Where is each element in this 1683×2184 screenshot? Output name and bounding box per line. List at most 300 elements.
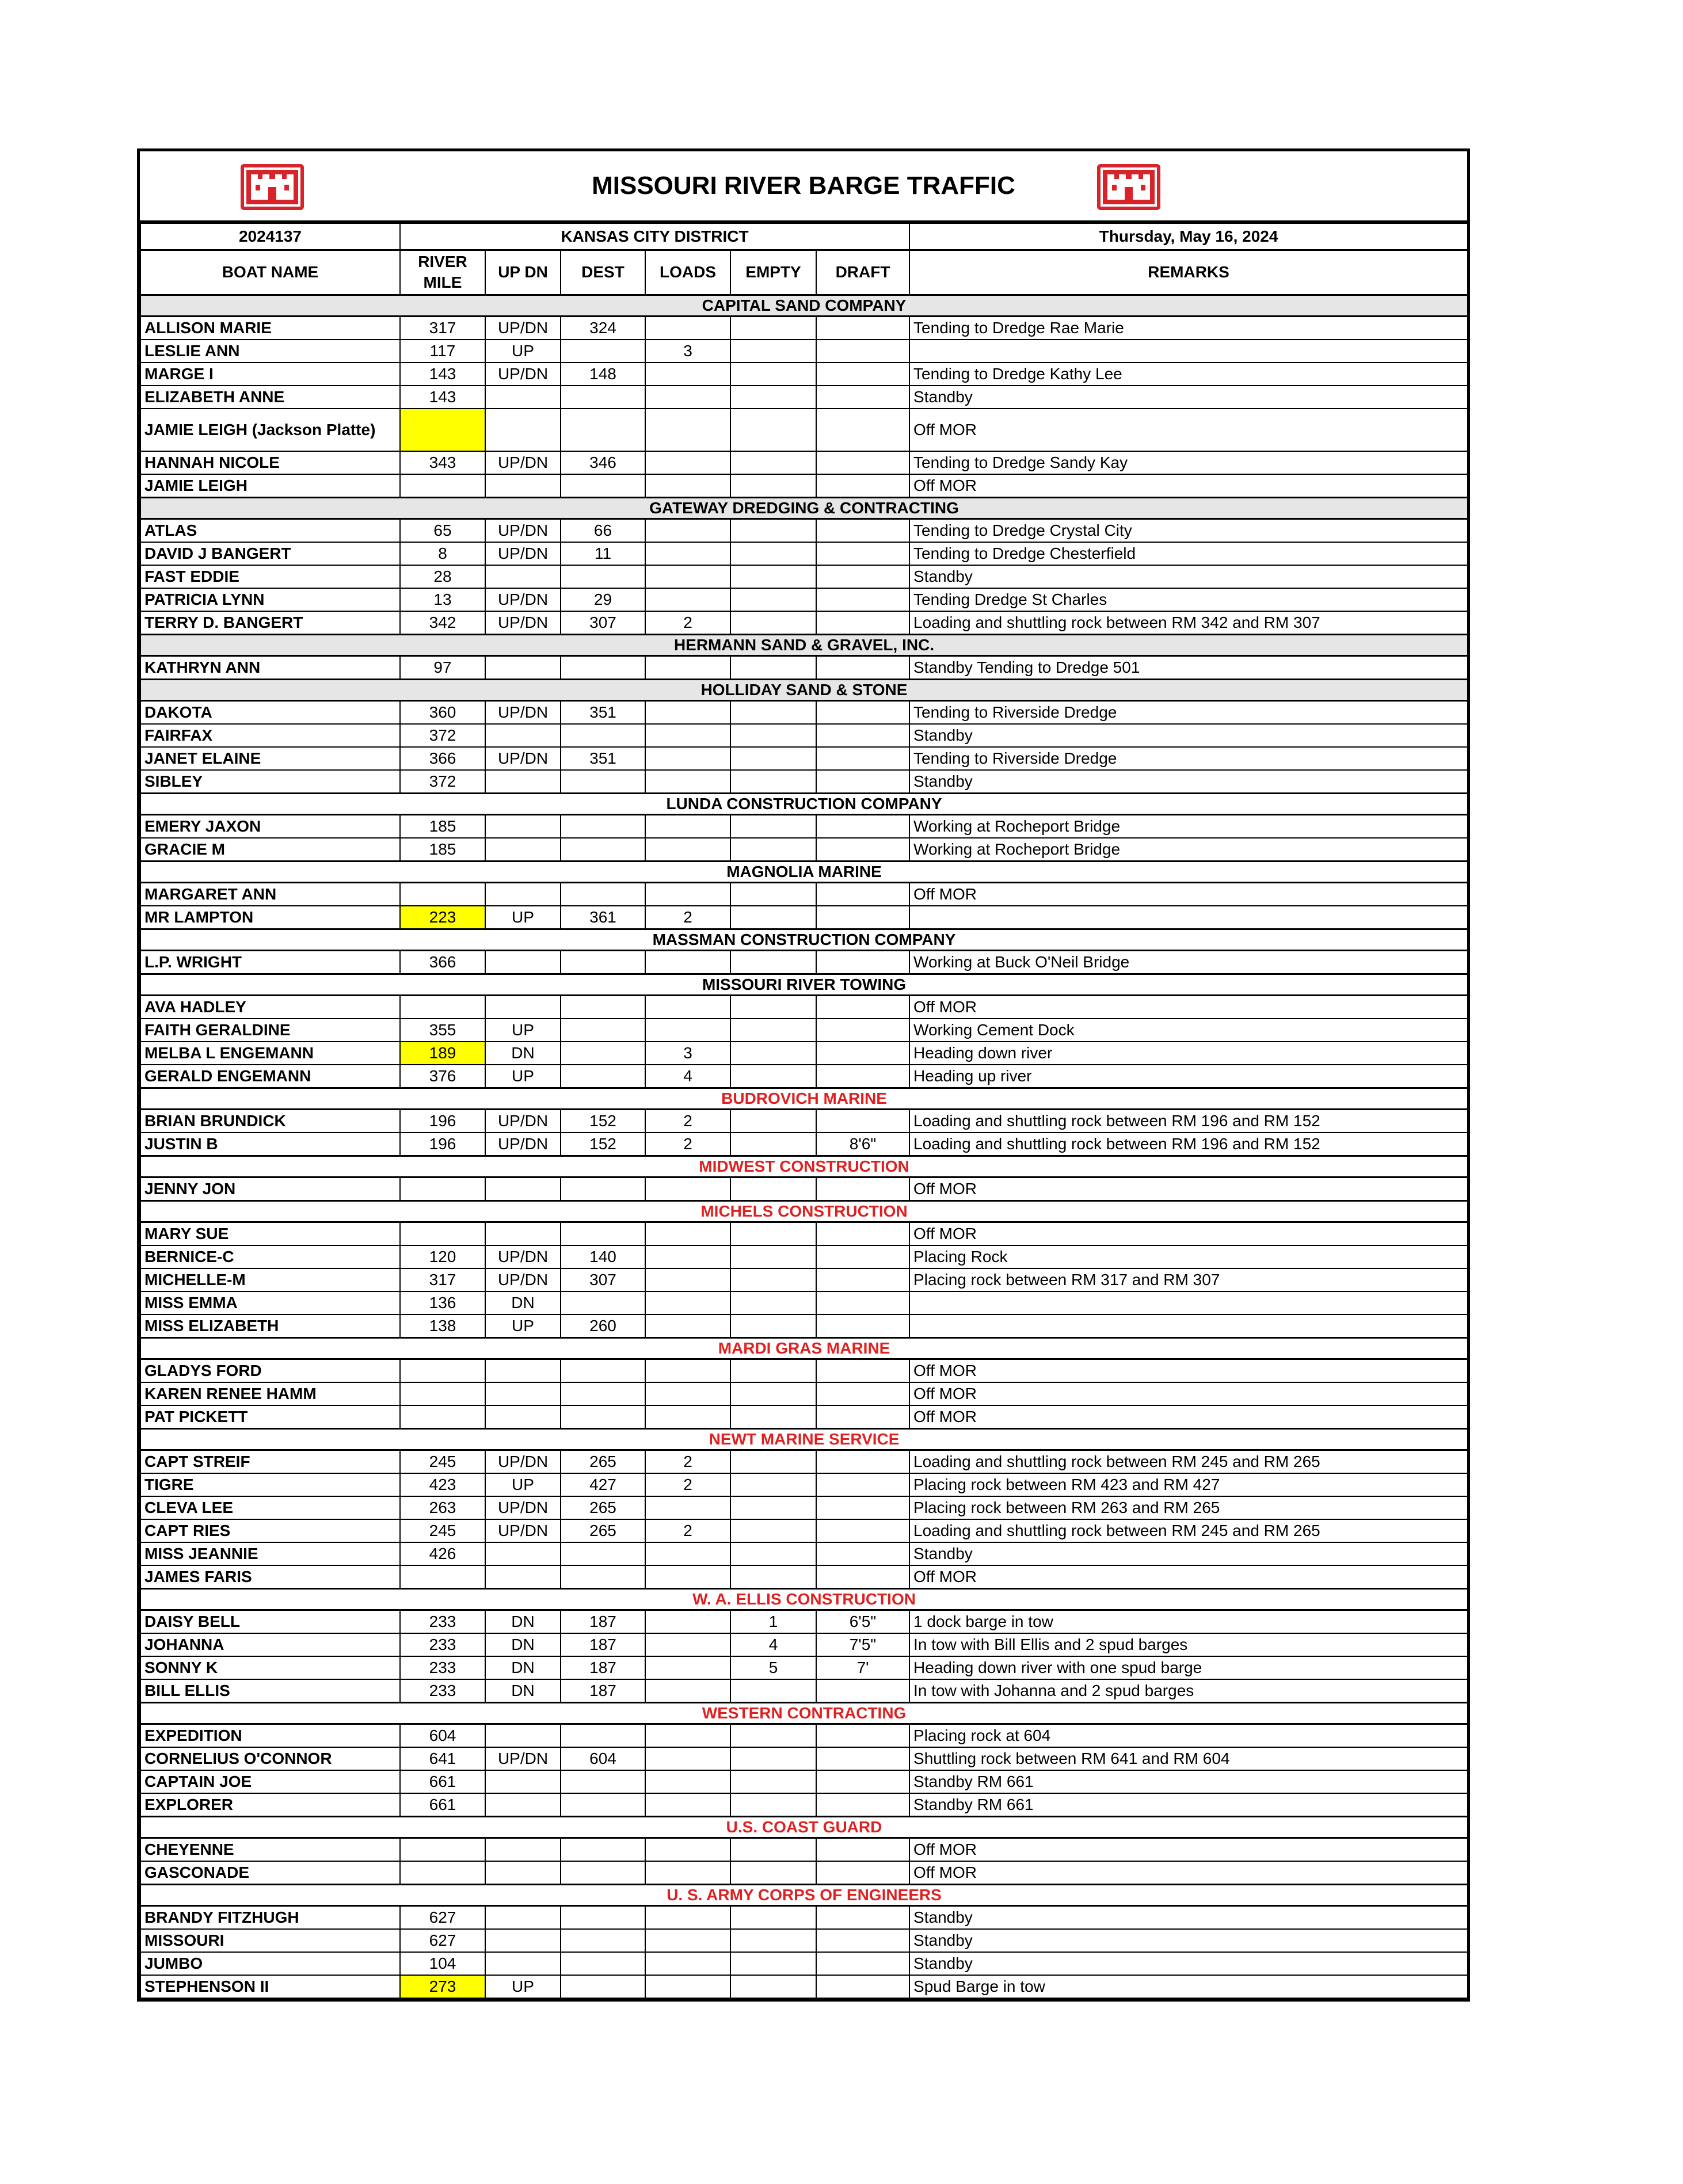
dest-cell: 11: [561, 542, 645, 565]
remarks-cell: Working at Rocheport Bridge: [909, 838, 1468, 862]
loads-cell: [645, 770, 730, 794]
loads-cell: [645, 1952, 730, 1975]
up-dn-cell: [485, 1542, 561, 1565]
boat-name-cell: MARGE I: [140, 363, 400, 386]
table-row: [140, 363, 1468, 386]
draft-cell: [816, 1042, 909, 1065]
up-dn-cell: UP/DN: [485, 542, 561, 565]
empty-cell: [730, 519, 816, 542]
up-dn-cell: [485, 995, 561, 1019]
empty-cell: [730, 1565, 816, 1589]
up-dn-cell: UP: [485, 340, 561, 363]
draft-cell: [816, 588, 909, 611]
river-mile-cell: 233: [400, 1633, 485, 1656]
up-dn-cell: UP/DN: [485, 1450, 561, 1473]
draft-cell: 6'5": [816, 1610, 909, 1633]
draft-cell: [816, 409, 909, 451]
dest-cell: [561, 1793, 645, 1817]
remarks-cell: Off MOR: [909, 1565, 1468, 1589]
river-mile-cell: 641: [400, 1747, 485, 1770]
loads-cell: [645, 1019, 730, 1042]
remarks-cell: Loading and shuttling rock between RM 342 and RM 307: [909, 611, 1468, 635]
table-row: [140, 995, 1468, 1019]
loads-cell: [645, 588, 730, 611]
loads-cell: [645, 1565, 730, 1589]
table-row: [140, 1109, 1468, 1133]
up-dn-cell: [485, 1905, 561, 1929]
river-mile-cell: [400, 409, 485, 451]
boat-name-cell: JUMBO: [140, 1952, 400, 1975]
river-mile-cell: 604: [400, 1724, 485, 1747]
boat-name-cell: FAST EDDIE: [140, 565, 400, 588]
remarks-cell: Off MOR: [909, 1861, 1468, 1885]
river-mile-cell: 372: [400, 770, 485, 794]
loads-cell: [645, 1838, 730, 1861]
draft-cell: [816, 1019, 909, 1042]
remarks-cell: Loading and shuttling rock between RM 245 and RM 265: [909, 1450, 1468, 1473]
river-mile-cell: 120: [400, 1245, 485, 1268]
section-header-row: [140, 1702, 1468, 1724]
section-name: GATEWAY DREDGING & CONTRACTING: [140, 497, 1468, 519]
river-mile-cell: 372: [400, 724, 485, 747]
section-name: MAGNOLIA MARINE: [140, 861, 1468, 882]
column-header-row: [140, 250, 1468, 295]
remarks-cell: Placing Rock: [909, 1245, 1468, 1268]
up-dn-cell: [485, 838, 561, 862]
boat-name-cell: MR LAMPTON: [140, 906, 400, 929]
up-dn-cell: [485, 1177, 561, 1200]
up-dn-cell: [485, 1565, 561, 1589]
dest-cell: [561, 1405, 645, 1429]
loads-cell: [645, 814, 730, 838]
table-row: [140, 1496, 1468, 1519]
table-row: [140, 542, 1468, 565]
empty-cell: [730, 882, 816, 906]
dest-cell: [561, 474, 645, 498]
remarks-cell: Off MOR: [909, 995, 1468, 1019]
dest-cell: 148: [561, 363, 645, 386]
empty-cell: [730, 1770, 816, 1793]
table-row: [140, 474, 1468, 498]
table-row: [140, 1065, 1468, 1088]
boat-name-cell: MISS JEANNIE: [140, 1542, 400, 1565]
empty-cell: [730, 1133, 816, 1156]
dest-cell: 307: [561, 611, 645, 635]
section-header-row: [140, 1200, 1468, 1222]
loads-cell: 2: [645, 906, 730, 929]
remarks-cell: Heading up river: [909, 1065, 1468, 1088]
loads-cell: [645, 1291, 730, 1314]
dest-cell: 346: [561, 451, 645, 474]
boat-name-cell: CAPT RIES: [140, 1519, 400, 1542]
empty-cell: [730, 1952, 816, 1975]
loads-cell: [645, 747, 730, 770]
table-row: [140, 1770, 1468, 1793]
empty-cell: [730, 1975, 816, 1998]
up-dn-cell: UP/DN: [485, 519, 561, 542]
draft-cell: [816, 1109, 909, 1133]
table-row: [140, 1450, 1468, 1473]
remarks-cell: Standby: [909, 1929, 1468, 1952]
loads-cell: [645, 838, 730, 862]
header-up-dn: UP DN: [485, 250, 561, 295]
castle-icon: [1097, 164, 1160, 210]
draft-cell: [816, 363, 909, 386]
table-row: [140, 1291, 1468, 1314]
up-dn-cell: [485, 1724, 561, 1747]
draft-cell: [816, 1222, 909, 1245]
loads-cell: [645, 1747, 730, 1770]
dest-cell: [561, 1770, 645, 1793]
up-dn-cell: [485, 770, 561, 794]
section-name: MARDI GRAS MARINE: [140, 1337, 1468, 1359]
loads-cell: [645, 1268, 730, 1291]
meta-row: [140, 223, 1468, 250]
remarks-cell: Off MOR: [909, 1382, 1468, 1405]
section-header-row: [140, 634, 1468, 655]
dest-cell: 187: [561, 1656, 645, 1679]
dest-cell: 604: [561, 1747, 645, 1770]
dest-cell: [561, 1905, 645, 1929]
table-row: [140, 838, 1468, 862]
section-header-row: [140, 1588, 1468, 1610]
table-row: [140, 950, 1468, 974]
draft-cell: [816, 1291, 909, 1314]
table-row: [140, 1314, 1468, 1338]
river-mile-cell: 627: [400, 1905, 485, 1929]
draft-cell: [816, 882, 909, 906]
boat-name-cell: CAPT STREIF: [140, 1450, 400, 1473]
empty-cell: [730, 409, 816, 451]
table-row: [140, 700, 1468, 724]
draft-cell: [816, 1838, 909, 1861]
boat-name-cell: KAREN RENEE HAMM: [140, 1382, 400, 1405]
dest-cell: [561, 1861, 645, 1885]
draft-cell: [816, 1065, 909, 1088]
loads-cell: [645, 1314, 730, 1338]
draft-cell: 7'5": [816, 1633, 909, 1656]
draft-cell: [816, 1245, 909, 1268]
dest-cell: [561, 950, 645, 974]
loads-cell: 4: [645, 1065, 730, 1088]
loads-cell: [645, 542, 730, 565]
draft-cell: [816, 1975, 909, 1998]
empty-cell: [730, 1268, 816, 1291]
up-dn-cell: UP/DN: [485, 611, 561, 635]
boat-name-cell: DAISY BELL: [140, 1610, 400, 1633]
loads-cell: [645, 1861, 730, 1885]
section-name: MISSOURI RIVER TOWING: [140, 974, 1468, 995]
boat-name-cell: STEPHENSON II: [140, 1975, 400, 1998]
table-row: [140, 1656, 1468, 1679]
draft-cell: [816, 1747, 909, 1770]
dest-cell: 351: [561, 700, 645, 724]
table-row: [140, 451, 1468, 474]
dest-cell: [561, 340, 645, 363]
boat-name-cell: DAKOTA: [140, 700, 400, 724]
draft-cell: [816, 838, 909, 862]
empty-cell: [730, 655, 816, 679]
river-mile-cell: [400, 1177, 485, 1200]
draft-cell: [816, 814, 909, 838]
boat-name-cell: KATHRYN ANN: [140, 655, 400, 679]
river-mile-cell: 143: [400, 386, 485, 409]
section-name: WESTERN CONTRACTING: [140, 1702, 1468, 1724]
barge-traffic-sheet: [137, 148, 1470, 2002]
dest-cell: [561, 1291, 645, 1314]
loads-cell: [645, 409, 730, 451]
dest-cell: [561, 1838, 645, 1861]
loads-cell: [645, 655, 730, 679]
empty-cell: [730, 542, 816, 565]
remarks-cell: Shuttling rock between RM 641 and RM 604: [909, 1747, 1468, 1770]
remarks-cell: [909, 340, 1468, 363]
draft-cell: [816, 700, 909, 724]
draft-cell: [816, 451, 909, 474]
river-mile-cell: 317: [400, 1268, 485, 1291]
table-row: [140, 747, 1468, 770]
loads-cell: [645, 1929, 730, 1952]
dest-cell: [561, 1565, 645, 1589]
boat-name-cell: CAPTAIN JOE: [140, 1770, 400, 1793]
empty-cell: [730, 1109, 816, 1133]
dest-cell: 265: [561, 1496, 645, 1519]
table-row: [140, 1519, 1468, 1542]
river-mile-cell: [400, 1861, 485, 1885]
report-id: 2024137: [140, 223, 400, 250]
remarks-cell: Heading down river: [909, 1042, 1468, 1065]
table-row: [140, 1019, 1468, 1042]
empty-cell: [730, 1542, 816, 1565]
river-mile-cell: 233: [400, 1656, 485, 1679]
dest-cell: [561, 814, 645, 838]
boat-name-cell: ATLAS: [140, 519, 400, 542]
table-row: [140, 1793, 1468, 1817]
river-mile-cell: 376: [400, 1065, 485, 1088]
section-header-row: [140, 295, 1468, 316]
up-dn-cell: UP/DN: [485, 747, 561, 770]
header-empty: EMPTY: [730, 250, 816, 295]
loads-cell: [645, 1770, 730, 1793]
remarks-cell: Standby: [909, 724, 1468, 747]
draft-cell: [816, 1861, 909, 1885]
up-dn-cell: UP/DN: [485, 1519, 561, 1542]
section-name: U. S. ARMY CORPS OF ENGINEERS: [140, 1884, 1468, 1905]
section-header-row: [140, 1156, 1468, 1177]
remarks-cell: Off MOR: [909, 1359, 1468, 1382]
draft-cell: [816, 906, 909, 929]
loads-cell: 3: [645, 1042, 730, 1065]
up-dn-cell: UP/DN: [485, 700, 561, 724]
up-dn-cell: [485, 1359, 561, 1382]
up-dn-cell: [485, 1793, 561, 1817]
river-mile-cell: 233: [400, 1679, 485, 1703]
dest-cell: [561, 1382, 645, 1405]
up-dn-cell: UP/DN: [485, 451, 561, 474]
empty-cell: [730, 1747, 816, 1770]
loads-cell: [645, 1656, 730, 1679]
empty-cell: [730, 1245, 816, 1268]
remarks-cell: Off MOR: [909, 882, 1468, 906]
empty-cell: [730, 1291, 816, 1314]
boat-name-cell: SONNY K: [140, 1656, 400, 1679]
table-row: [140, 1359, 1468, 1382]
draft-cell: [816, 747, 909, 770]
boat-name-cell: MISS EMMA: [140, 1291, 400, 1314]
up-dn-cell: [485, 655, 561, 679]
boat-name-cell: MARGARET ANN: [140, 882, 400, 906]
river-mile-cell: 233: [400, 1610, 485, 1633]
empty-cell: [730, 1838, 816, 1861]
loads-cell: [645, 1496, 730, 1519]
draft-cell: [816, 1314, 909, 1338]
dest-cell: 265: [561, 1519, 645, 1542]
remarks-cell: Working Cement Dock: [909, 1019, 1468, 1042]
empty-cell: [730, 1019, 816, 1042]
empty-cell: [730, 770, 816, 794]
boat-name-cell: LESLIE ANN: [140, 340, 400, 363]
remarks-cell: Loading and shuttling rock between RM 245 and RM 265: [909, 1519, 1468, 1542]
boat-name-cell: JOHANNA: [140, 1633, 400, 1656]
river-mile-cell: [400, 1222, 485, 1245]
table-row: [140, 1405, 1468, 1429]
loads-cell: [645, 474, 730, 498]
table-row: [140, 588, 1468, 611]
section-header-row: [140, 1428, 1468, 1450]
empty-cell: [730, 611, 816, 635]
up-dn-cell: DN: [485, 1633, 561, 1656]
draft-cell: [816, 1793, 909, 1817]
section-name: W. A. ELLIS CONSTRUCTION: [140, 1588, 1468, 1610]
dest-cell: [561, 1042, 645, 1065]
loads-cell: [645, 1382, 730, 1405]
boat-name-cell: CORNELIUS O'CONNOR: [140, 1747, 400, 1770]
up-dn-cell: [485, 724, 561, 747]
loads-cell: [645, 363, 730, 386]
loads-cell: 2: [645, 1519, 730, 1542]
dest-cell: 152: [561, 1109, 645, 1133]
up-dn-cell: [485, 1952, 561, 1975]
loads-cell: [645, 724, 730, 747]
loads-cell: [645, 565, 730, 588]
up-dn-cell: UP: [485, 1975, 561, 1998]
river-mile-cell: 627: [400, 1929, 485, 1952]
draft-cell: [816, 1905, 909, 1929]
loads-cell: [645, 1905, 730, 1929]
empty-cell: [730, 1905, 816, 1929]
loads-cell: 3: [645, 340, 730, 363]
boat-name-cell: EMERY JAXON: [140, 814, 400, 838]
draft-cell: [816, 611, 909, 635]
boat-name-cell: CLEVA LEE: [140, 1496, 400, 1519]
empty-cell: [730, 950, 816, 974]
table-row: [140, 1473, 1468, 1496]
loads-cell: 2: [645, 1473, 730, 1496]
draft-cell: [816, 1177, 909, 1200]
table-row: [140, 519, 1468, 542]
river-mile-cell: [400, 1359, 485, 1382]
remarks-cell: Heading down river with one spud barge: [909, 1656, 1468, 1679]
header-river-mile: RIVER MILE: [400, 250, 485, 295]
river-mile-cell: 342: [400, 611, 485, 635]
section-name: U.S. COAST GUARD: [140, 1816, 1468, 1838]
table-row: [140, 1222, 1468, 1245]
loads-cell: [645, 316, 730, 340]
river-mile-cell: 28: [400, 565, 485, 588]
boat-name-cell: AVA HADLEY: [140, 995, 400, 1019]
dest-cell: 187: [561, 1633, 645, 1656]
loads-cell: [645, 1610, 730, 1633]
up-dn-cell: DN: [485, 1291, 561, 1314]
draft-cell: [816, 1382, 909, 1405]
remarks-cell: Loading and shuttling rock between RM 196 and RM 152: [909, 1109, 1468, 1133]
table-row: [140, 655, 1468, 679]
dest-cell: 29: [561, 588, 645, 611]
river-mile-cell: 143: [400, 363, 485, 386]
table-row: [140, 1861, 1468, 1885]
river-mile-cell: 189: [400, 1042, 485, 1065]
empty-cell: [730, 474, 816, 498]
empty-cell: [730, 1359, 816, 1382]
remarks-cell: [909, 906, 1468, 929]
river-mile-cell: 423: [400, 1473, 485, 1496]
section-name: HOLLIDAY SAND & STONE: [140, 679, 1468, 700]
table-row: [140, 611, 1468, 635]
boat-name-cell: MISS ELIZABETH: [140, 1314, 400, 1338]
section-name: MICHELS CONSTRUCTION: [140, 1200, 1468, 1222]
river-mile-cell: 661: [400, 1793, 485, 1817]
loads-cell: [645, 1793, 730, 1817]
section-header-row: [140, 929, 1468, 950]
boat-name-cell: DAVID J BANGERT: [140, 542, 400, 565]
river-mile-cell: 8: [400, 542, 485, 565]
header-loads: LOADS: [645, 250, 730, 295]
boat-name-cell: JAMES FARIS: [140, 1565, 400, 1589]
river-mile-cell: 138: [400, 1314, 485, 1338]
boat-name-cell: JENNY JON: [140, 1177, 400, 1200]
loads-cell: [645, 1359, 730, 1382]
section-header-row: [140, 974, 1468, 995]
boat-name-cell: JAMIE LEIGH: [140, 474, 400, 498]
empty-cell: [730, 1679, 816, 1703]
up-dn-cell: UP/DN: [485, 363, 561, 386]
loads-cell: [645, 700, 730, 724]
empty-cell: [730, 1496, 816, 1519]
boat-name-cell: PAT PICKETT: [140, 1405, 400, 1429]
empty-cell: [730, 1450, 816, 1473]
up-dn-cell: UP: [485, 1473, 561, 1496]
draft-cell: 8'6": [816, 1133, 909, 1156]
river-mile-cell: [400, 474, 485, 498]
up-dn-cell: [485, 1838, 561, 1861]
up-dn-cell: UP/DN: [485, 1133, 561, 1156]
up-dn-cell: UP/DN: [485, 1245, 561, 1268]
section-header-row: [140, 793, 1468, 814]
up-dn-cell: [485, 882, 561, 906]
draft-cell: [816, 1519, 909, 1542]
dest-cell: [561, 838, 645, 862]
draft-cell: [816, 1724, 909, 1747]
draft-cell: [816, 340, 909, 363]
boat-name-cell: ELIZABETH ANNE: [140, 386, 400, 409]
empty-cell: 1: [730, 1610, 816, 1633]
section-header-row: [140, 1337, 1468, 1359]
loads-cell: [645, 1245, 730, 1268]
remarks-cell: In tow with Johanna and 2 spud barges: [909, 1679, 1468, 1703]
section-header-row: [140, 1088, 1468, 1109]
boat-name-cell: FAITH GERALDINE: [140, 1019, 400, 1042]
dest-cell: 187: [561, 1679, 645, 1703]
